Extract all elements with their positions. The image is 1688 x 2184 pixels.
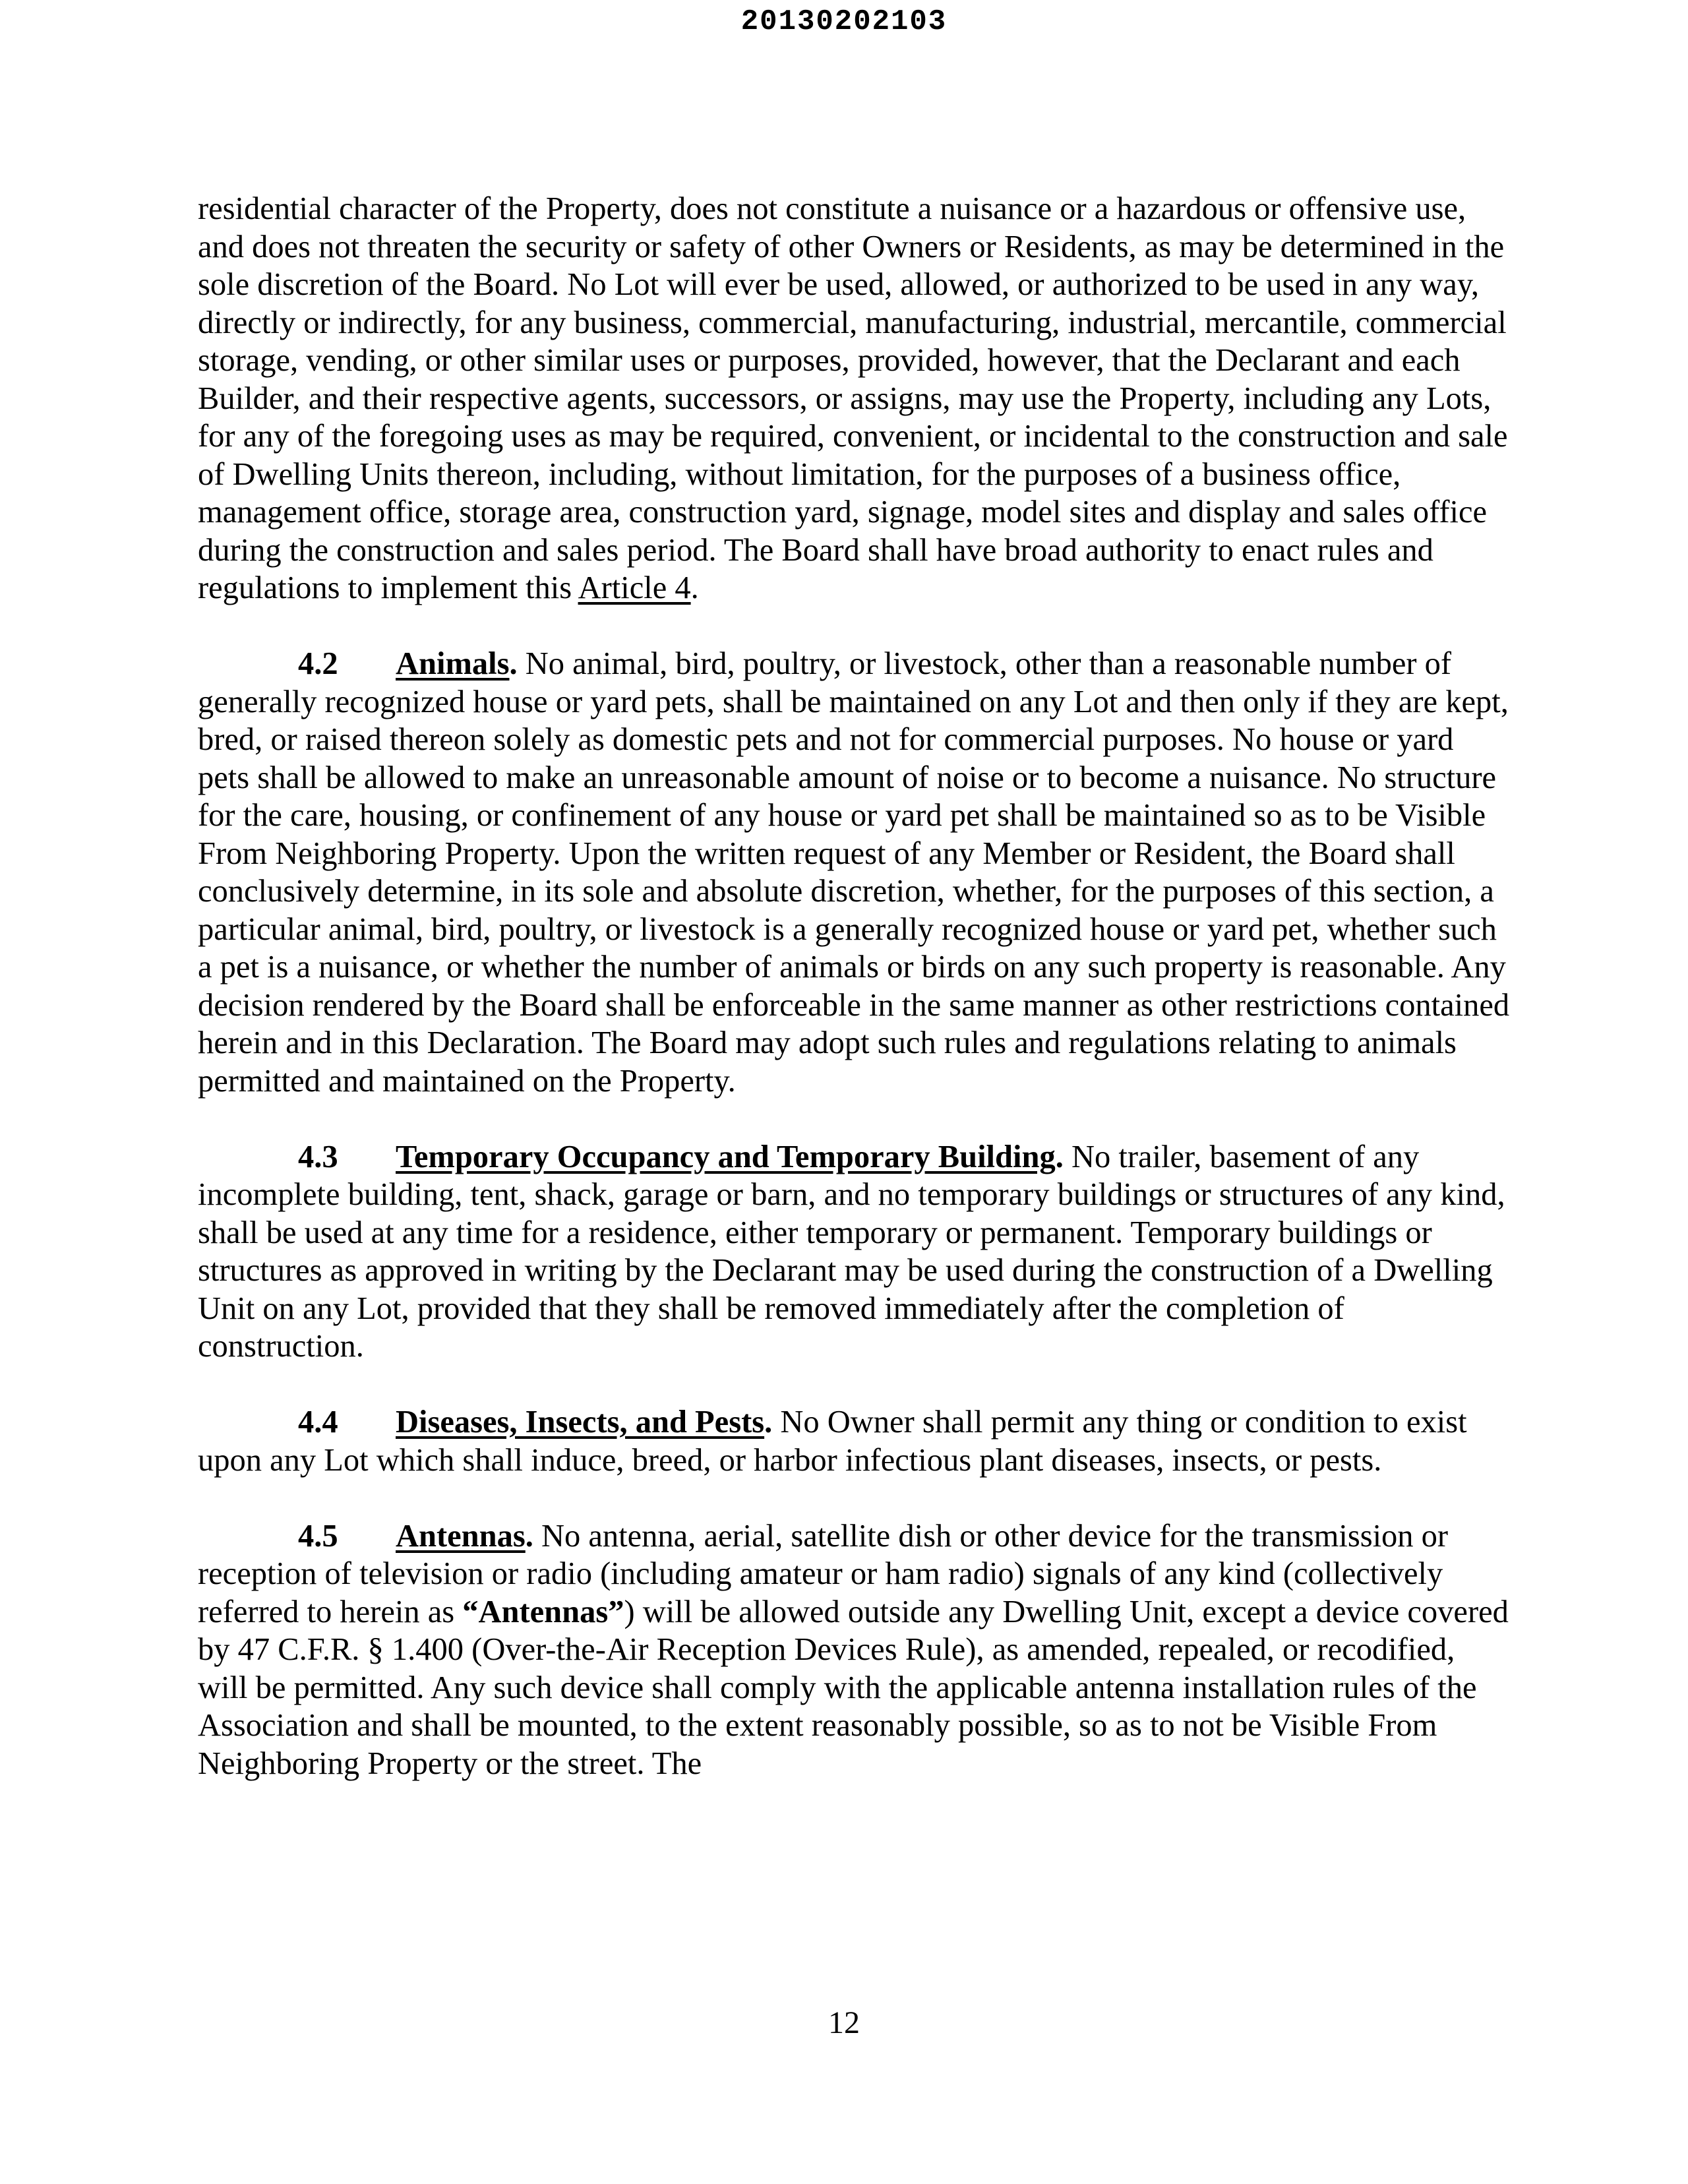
section-animals xyxy=(198,645,1510,1100)
section-title-period: . xyxy=(764,1405,773,1440)
section-antennas xyxy=(198,1517,1510,1783)
section-title: Antennas xyxy=(396,1518,526,1554)
article-reference: Article 4 xyxy=(578,570,691,605)
document-number: 20130202103 xyxy=(740,5,948,38)
section-body: No animal, bird, poultry, or livestock, other than a reasonable number of generally recognized house or yard pets, shall be maintained on any Lot and then only if they are kept, bred, or raised thereon solely as domestic pets and not for commercial purposes. No house or yard pets shall be allowed to make an unreasonable amount of noise or to become a nuisance. No structure for the care, housing, or confinement of any house or yard pet shall be maintained so as to be Visible From Neighboring Property. Upon the written request of any Member or Resident, the Board shall conclusively determine, in its sole and absolute discretion, whether, for the purposes of this section, a particular animal, bird, poultry, or livestock is a generally recognized house or yard pet, whether such a pet is a nuisance, or whether the number of animals or birds on any such property is reasonable. Any decision rendered by the Board shall be enforceable in the same manner as other restrictions contained herein and in this Declaration. The Board may adopt such rules and regulations relating to animals permitted and maintained on the Property. xyxy=(198,646,1510,1099)
section-body: No Owner shall permit any thing or condition to exist upon any Lot which shall induce, breed, or harbor infectious plant diseases, insects, or pests. xyxy=(198,1405,1467,1478)
section-number: 4.4 xyxy=(298,1405,338,1440)
section-title-period: . xyxy=(1055,1139,1064,1174)
section-diseases-insects-pests xyxy=(198,1403,1510,1479)
defined-term: “Antennas” xyxy=(462,1594,624,1629)
continuation-paragraph xyxy=(198,190,1510,607)
section-title: Diseases, Insects, and Pests xyxy=(396,1405,765,1440)
section-number: 4.2 xyxy=(298,646,338,681)
page-number: 12 xyxy=(828,2005,860,2040)
section-number: 4.3 xyxy=(298,1139,338,1174)
section-body: No trailer, basement of any incomplete building, tent, shack, garage or barn, and no temporary buildings or structures of any kind, shall be used at any time for a residence, either temporary or permanent. Temporary buildings or structures as approved in writing by the Declarant may be used during the construction of a Dwelling Unit on any Lot, provided that they shall be removed immediately after the completion of construction. xyxy=(198,1139,1505,1364)
continuation-text: residential character of the Property, does not constitute a nuisance or a hazardous or offensive use, and does not threaten the security or safety of other Owners or Residents, as may be determined in the sole discretion of the Board. No Lot will ever be used, allowed, or authorized to be used in any way, directly or indirectly, for any business, commercial, manufacturing, industrial, mercantile, commercial storage, vending, or other similar uses or purposes, provided, however, that the Declarant and each Builder, and their respective agents, successors, or assigns, may use the Property, including any Lots, for any of the foregoing uses as may be required, convenient, or incidental to the construction and sale of Dwelling Units thereon, including, without limitation, for the purposes of a business office, management office, storage area, construction yard, signage, model sites and display and sales office during the construction and sales period. The Board shall have broad authority to enact rules and regulations to implement this xyxy=(198,191,1508,605)
document-body xyxy=(198,190,1510,1821)
section-title-period: . xyxy=(525,1518,533,1554)
section-title-period: . xyxy=(509,646,518,681)
section-title: Animals xyxy=(396,646,510,681)
section-body-continued: ) will be allowed outside any Dwelling Unit, except a device covered by 47 C.F.R. § 1.400 (Over-the-Air Reception Devices Rule), as amended, repealed, or recodified, will be permitted. Any such device shall comply with the applicable antenna installation rules of the Association and shall be mounted, to the extent reasonably possible, so as to not be Visible From Neighboring Property or the street. The xyxy=(198,1594,1509,1781)
section-number: 4.5 xyxy=(298,1518,338,1554)
continuation-end: . xyxy=(690,570,699,605)
section-temporary-occupancy xyxy=(198,1138,1510,1366)
section-body: No antenna, aerial, satellite dish or other device for the transmission or reception of television or radio (including amateur or ham radio) signals of any kind (collectively referred to herein as xyxy=(198,1518,1449,1629)
section-title: Temporary Occupancy and Temporary Building xyxy=(396,1139,1056,1174)
